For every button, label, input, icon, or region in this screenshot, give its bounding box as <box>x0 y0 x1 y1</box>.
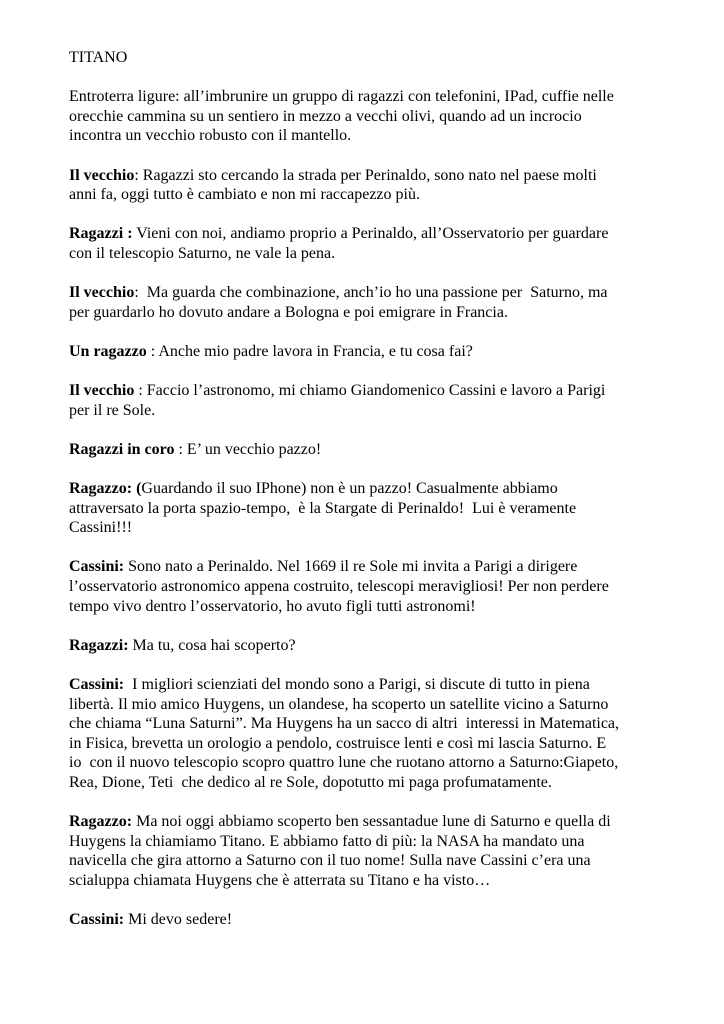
dialogue-paragraph <box>69 342 669 362</box>
text-line <box>69 381 669 401</box>
line-text: Huygens la chiamiamo Titano. E abbiamo fatto di più: la NASA ha mandato una <box>69 832 585 850</box>
stage-direction <box>69 87 669 146</box>
text-line <box>69 871 669 891</box>
line-text: per guardarlo ho dovuto andare a Bologna e poi emigrare in Francia. <box>69 303 508 321</box>
line-text: l’osservatorio astronomico appena costruito, telescopi meravigliosi! Per non perdere <box>69 578 609 596</box>
dialogue-paragraph <box>69 283 669 322</box>
text-line <box>69 185 669 205</box>
line-text: con il telescopio Saturno, ne vale la pena. <box>69 244 336 262</box>
text-line <box>69 675 669 695</box>
line-text: per il re Sole. <box>69 401 156 419</box>
line-text: Cassini!!! <box>69 519 133 537</box>
document-page <box>69 48 669 949</box>
dialogue-paragraph <box>69 910 669 930</box>
line-text: incontra un vecchio robusto con il mantello. <box>69 127 352 145</box>
speaker-name: Cassini: <box>69 676 125 693</box>
dialogue-body <box>69 87 669 930</box>
line-text: anni fa, oggi tutto è cambiato e non mi raccapezzo più. <box>69 186 420 204</box>
text-line <box>69 342 669 362</box>
text-line <box>69 401 669 421</box>
document-title: TITANO <box>69 49 128 66</box>
line-text: orecchie cammina su un sentiero in mezzo a vecchi olivi, quando ad un incrocio <box>69 107 582 125</box>
line-text: I migliori scienziati del mondo sono a Parigi, si discute di tutto in piena <box>124 676 590 693</box>
text-line <box>69 851 669 871</box>
line-text: navicella che gira attorno a Saturno con il tuo nome! Sulla nave Cassini c’era una <box>69 852 591 870</box>
speaker-name: Ragazzi in coro <box>69 440 175 458</box>
dialogue-paragraph <box>69 479 669 538</box>
text-line <box>69 224 669 244</box>
line-text: Guardando il suo IPhone) non è un pazzo! Casualmente abbiamo <box>141 480 558 498</box>
dialogue-paragraph <box>69 636 669 656</box>
line-text: Rea, Dione, Teti che dedico al re Sole, dopotutto mi paga profumatamente. <box>69 773 552 791</box>
line-text: tempo vivo dentro l’osservatorio, ho avuto figli tutti astronomi! <box>69 597 476 615</box>
text-line <box>69 303 669 323</box>
line-text: Sono nato a Perinaldo. Nel 1669 il re Sole mi invita a Parigi a dirigere <box>124 558 578 576</box>
text-line <box>69 910 669 930</box>
text-line <box>69 107 669 127</box>
text-line <box>69 832 669 852</box>
text-line <box>69 283 669 303</box>
text-line <box>69 87 669 107</box>
speaker-name: Il vecchio <box>69 284 135 302</box>
text-line <box>69 636 669 656</box>
line-text: : Faccio l’astronomo, mi chiamo Giandomenico Cassini e lavoro a Parigi <box>134 382 606 400</box>
text-line <box>69 812 669 832</box>
speaker-name: Cassini: <box>69 558 125 576</box>
speaker-name: Ragazzo: <box>69 813 133 831</box>
text-line <box>69 734 669 754</box>
dialogue-paragraph <box>69 381 669 420</box>
line-text: : E’ un vecchio pazzo! <box>174 440 322 458</box>
text-line <box>69 597 669 617</box>
text-line <box>69 695 669 715</box>
dialogue-paragraph <box>69 440 669 460</box>
text-line <box>69 714 669 734</box>
speaker-name: Il vecchio <box>69 166 135 184</box>
speaker-name: Il vecchio <box>69 382 135 400</box>
text-line <box>69 126 669 146</box>
dialogue-paragraph <box>69 557 669 616</box>
line-text: in Fisica, brevetta un orologio a pendolo, costruisce lenti e così mi lascia Saturno. E <box>69 734 607 752</box>
text-line <box>69 499 669 519</box>
text-line <box>69 753 669 773</box>
line-text: Entroterra ligure: all’imbrunire un gruppo di ragazzi con telefonini, IPad, cuffie nelle <box>69 88 614 106</box>
text-line <box>69 166 669 186</box>
dialogue-paragraph <box>69 812 669 890</box>
line-text: Ma noi oggi abbiamo scoperto ben sessantadue lune di Saturno e quella di <box>132 813 611 831</box>
text-line <box>69 773 669 793</box>
line-text: libertà. Il mio amico Huygens, un olandese, ha scoperto un satellite vicino a Saturno <box>69 695 609 713</box>
line-text: attraversato la porta spazio-tempo, è la Stargate di Perinaldo! Lui è veramente <box>69 499 577 517</box>
dialogue-paragraph <box>69 675 669 793</box>
line-text: Mi devo sedere! <box>124 911 233 929</box>
line-text: Vieni con noi, andiamo proprio a Perinaldo, all’Osservatorio per guardare <box>132 225 609 243</box>
text-line <box>69 577 669 597</box>
line-text: che chiama “Luna Saturni”. Ma Huygens ha un sacco di altri interessi in Matematica, <box>69 715 620 733</box>
speaker-name: Ragazzi: <box>69 636 129 654</box>
line-text: : Ma guarda che combinazione, anch’io ho una passione per Saturno, ma <box>134 284 608 302</box>
speaker-name: Un ragazzo <box>69 342 147 360</box>
text-line <box>69 479 669 499</box>
text-line <box>69 518 669 538</box>
text-line <box>69 557 669 577</box>
line-text: Ma tu, cosa hai scoperto? <box>128 636 296 654</box>
line-text: io con il nuovo telescopio scopro quattro lune che ruotano attorno a Saturno:Giapeto, <box>69 754 619 772</box>
text-line <box>69 244 669 264</box>
line-text: : Ragazzi sto cercando la strada per Perinaldo, sono nato nel paese molti <box>134 166 597 184</box>
speaker-name: Cassini: <box>69 911 125 929</box>
text-line <box>69 440 669 460</box>
line-text: : Anche mio padre lavora in Francia, e tu cosa fai? <box>146 342 473 360</box>
speaker-name: Ragazzi : <box>69 225 133 243</box>
speaker-name: Ragazzo: ( <box>69 480 142 498</box>
dialogue-paragraph <box>69 224 669 263</box>
line-text: scialuppa chiamata Huygens che è atterrata su Titano e ha visto… <box>69 871 491 889</box>
dialogue-paragraph <box>69 166 669 205</box>
